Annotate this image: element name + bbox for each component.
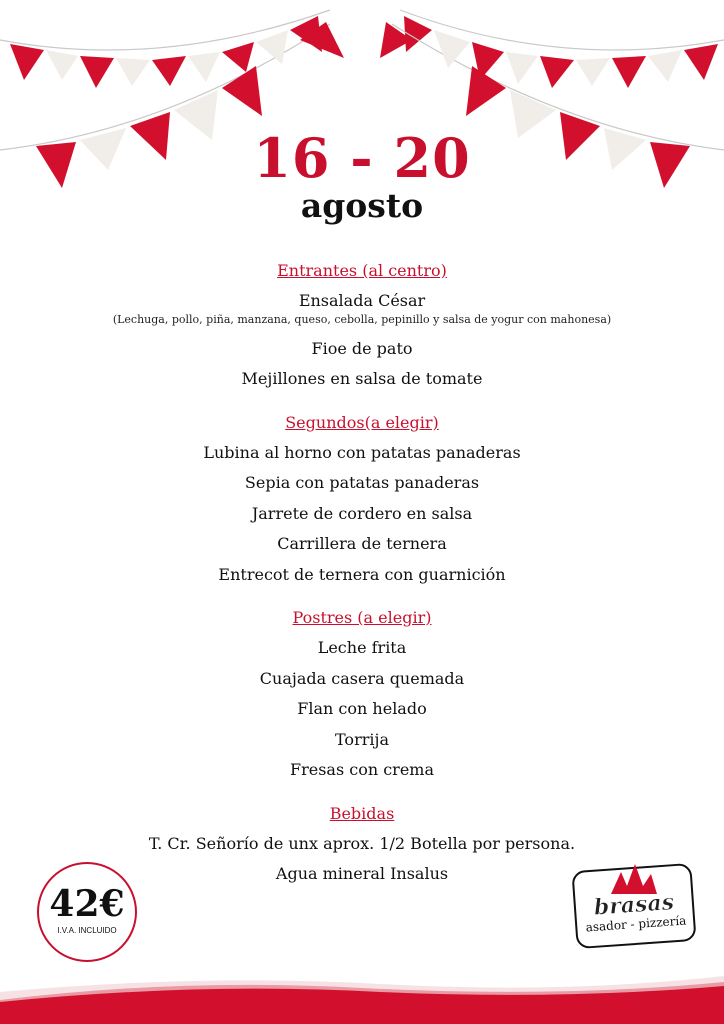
menu-item: Leche frita [317, 638, 407, 657]
menu-item: Cuajada casera quemada [259, 669, 465, 688]
price-badge [37, 862, 137, 962]
section-title-segundos: Segundos(a elegir) [285, 413, 439, 432]
menu-item: Torrija [335, 730, 389, 749]
menu-item: Jarrete de cordero en salsa [251, 504, 473, 523]
menu-item: Carrillera de ternera [277, 534, 447, 553]
menu-item: Fresas con crema [289, 760, 435, 779]
menu-item: Mejillones en salsa de tomate [241, 369, 483, 388]
brasas-logo [571, 858, 697, 950]
section-title-entrantes: Entrantes (al centro) [277, 261, 447, 280]
menu-item: Lubina al horno con patatas panaderas [203, 443, 521, 462]
bottom-wave-decoration [0, 970, 724, 1024]
date-range: 16 - 20 [253, 126, 471, 190]
menu-item-note: (Lechuga, pollo, piña, manzana, queso, cebolla, pepinillo y salsa de yogur con mahonesa) [112, 313, 612, 326]
section-title-postres: Postres (a elegir) [292, 608, 432, 627]
menu-item: Fioe de pato [311, 339, 413, 358]
price-value: 42€ [49, 883, 125, 925]
logo-subtitle: asador - pizzería [585, 913, 687, 935]
menu-item: Ensalada César [298, 291, 426, 310]
section-title-bebidas: Bebidas [329, 804, 395, 823]
menu-item: Agua mineral Insalus [275, 864, 449, 883]
price-note: I.V.A. INCLUIDO [57, 926, 117, 935]
menu-item: Entrecot de ternera con guarnición [218, 565, 506, 584]
menu-item: Sepia con patatas panaderas [244, 473, 480, 492]
logo-brand: brasas [592, 889, 675, 921]
menu-item: T. Cr. Señorío de unx aprox. 1/2 Botella por persona. [148, 834, 576, 853]
month-label: agosto [300, 186, 424, 225]
menu-item: Flan con helado [297, 699, 427, 718]
